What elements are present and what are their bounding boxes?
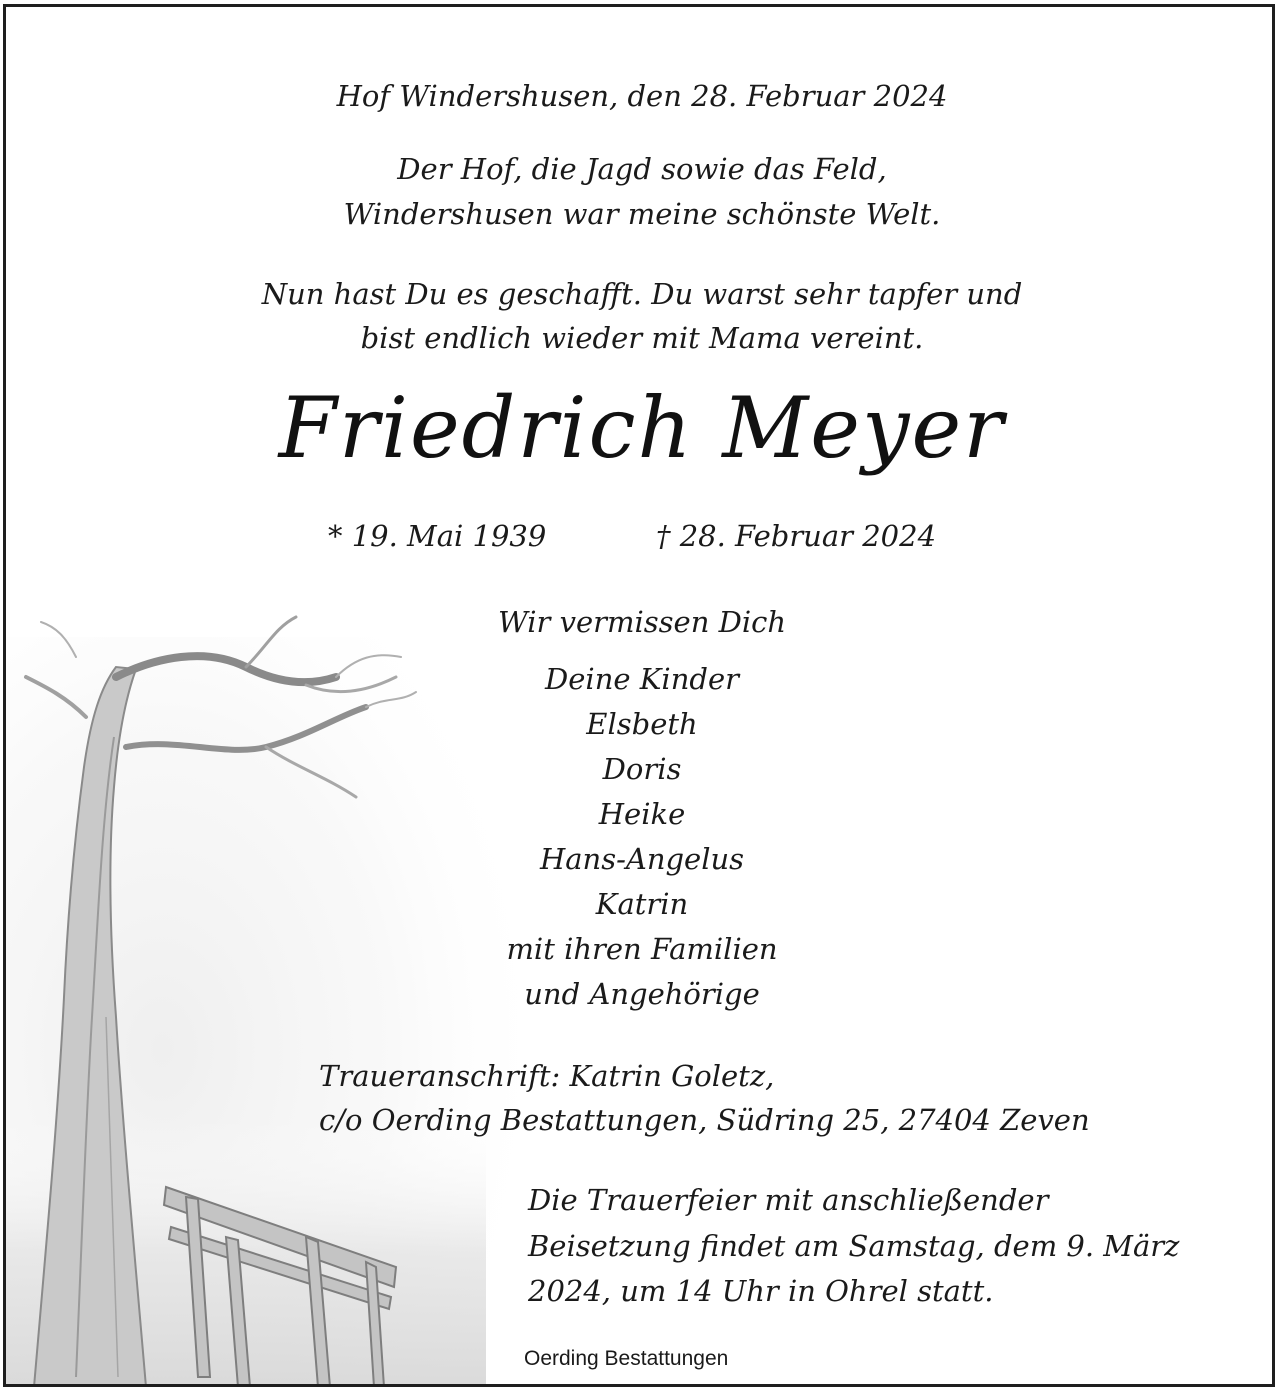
funeral-home-credit: Oerding Bestattungen: [524, 1347, 729, 1370]
verse-line: bist endlich wieder mit Mama vereint.: [360, 321, 924, 355]
family-line: Doris: [602, 752, 682, 786]
verse-line: Nun hast Du es geschafft. Du warst sehr tapfer und: [261, 277, 1023, 311]
obituary-frame: [3, 4, 1275, 1387]
family-line: Deine Kinder: [545, 662, 739, 696]
family-line: Hans-Angelus: [539, 842, 745, 876]
family-line: Katrin: [595, 887, 689, 921]
ceremony-line: 2024, um 14 Uhr in Ohrel statt.: [528, 1274, 994, 1308]
death-date: † 28. Februar 2024: [656, 519, 937, 553]
place-date-line: Hof Windershusen, den 28. Februar 2024: [336, 79, 948, 113]
ceremony-line: Die Trauerfeier mit anschließender: [528, 1183, 1049, 1217]
family-line: und Angehörige: [524, 977, 760, 1011]
verse-line: Der Hof, die Jagd sowie das Feld,: [397, 152, 887, 186]
address-line: c/o Oerding Bestattungen, Südring 25, 27404 Zeven: [319, 1103, 1090, 1137]
family-line: Heike: [598, 797, 686, 831]
miss-line: Wir vermissen Dich: [497, 605, 787, 639]
birth-date: * 19. Mai 1939: [328, 519, 547, 553]
address-line: Traueranschrift: Katrin Goletz,: [319, 1059, 775, 1093]
verse-line: Windershusen war meine schönste Welt.: [343, 197, 941, 231]
ceremony-line: Beisetzung findet am Samstag, dem 9. März: [528, 1229, 1180, 1263]
family-line: Elsbeth: [586, 707, 698, 741]
deceased-name: Friedrich Meyer: [278, 379, 1006, 477]
family-line: mit ihren Familien: [506, 932, 778, 966]
